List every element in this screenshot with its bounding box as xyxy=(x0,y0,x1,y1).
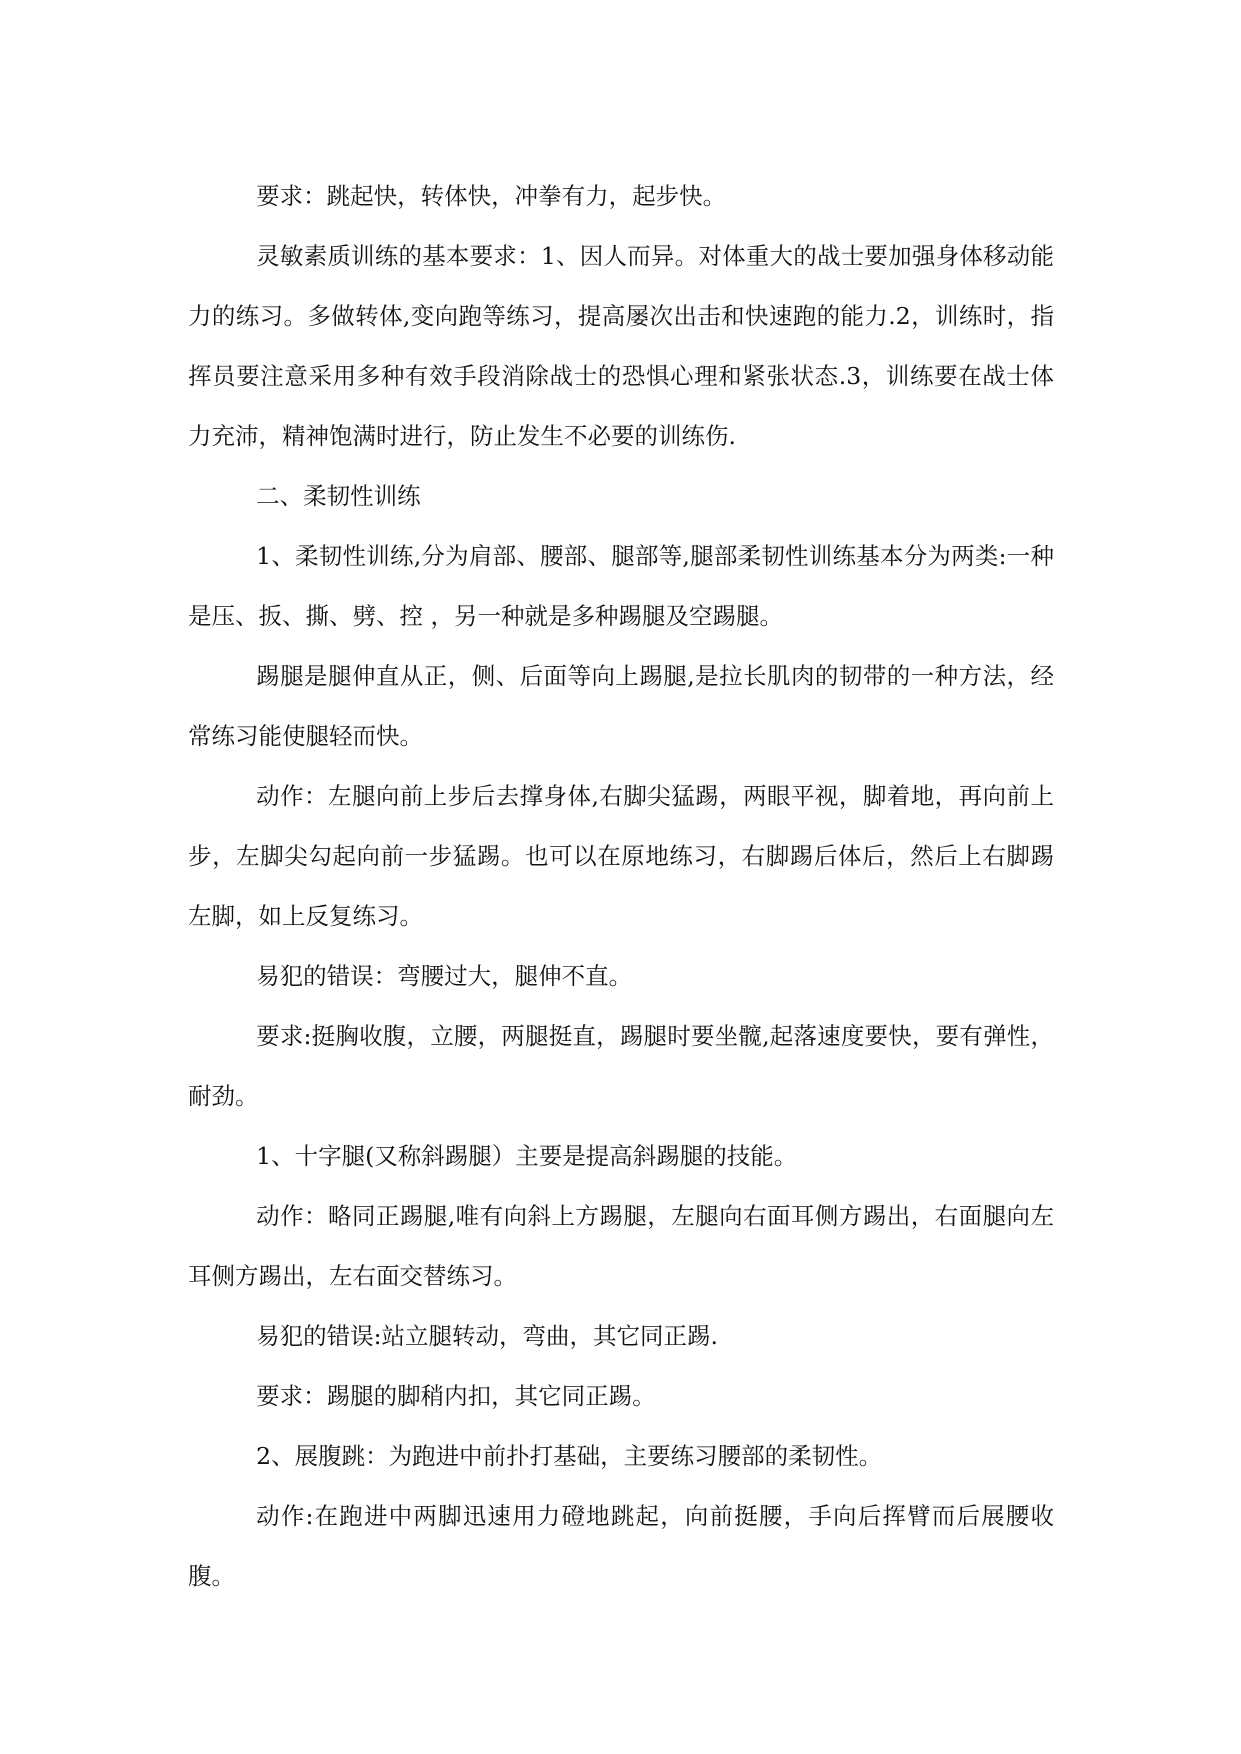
paragraph: 要求:挺胸收腹，立腰，两腿挺直，踢腿时要坐髋,起落速度要快，要有弹性，耐劲。 xyxy=(188,1022,1054,1110)
paragraph: 易犯的错误:站立腿转动，弯曲，其它同正踢. xyxy=(256,1322,719,1350)
paragraph: 动作：略同正踢腿,唯有向斜上方踢腿，左腿向右面耳侧方踢出，右面腿向左耳侧方踢出，左右面交替练习。 xyxy=(188,1202,1054,1290)
paragraph: 踢腿是腿伸直从正，侧、后面等向上踢腿,是拉长肌肉的韧带的一种方法，经常练习能使腿轻而快。 xyxy=(188,662,1054,750)
paragraph: 要求：跳起快，转体快，冲拳有力，起步快。 xyxy=(256,182,727,210)
paragraph: 易犯的错误：弯腰过大，腿伸不直。 xyxy=(256,962,633,990)
paragraph: 1、柔韧性训练,分为肩部、腰部、腿部等,腿部柔韧性训练基本分为两类:一种是压、扳、撕、劈、控 ，另一种就是多种踢腿及空踢腿。 xyxy=(188,542,1054,630)
paragraph: 1、十字腿(又称斜踢腿）主要是提高斜踢腿的技能。 xyxy=(256,1142,798,1170)
paragraph: 动作:在跑进中两脚迅速用力磴地跳起，向前挺腰，手向后挥臂而后展腰收腹。 xyxy=(188,1502,1054,1590)
document-body xyxy=(188,166,1054,1606)
section-heading: 二、柔韧性训练 xyxy=(256,482,421,510)
paragraph: 2、展腹跳：为跑进中前扑打基础，主要练习腰部的柔韧性。 xyxy=(256,1442,883,1470)
paragraph: 动作：左腿向前上步后去撑身体,右脚尖猛踢，两眼平视，脚着地，再向前上步，左脚尖勾起向前一步猛踢。也可以在原地练习，右脚踢后体后，然后上右脚踢左脚，如上反复练习。 xyxy=(188,782,1054,930)
paragraph: 灵敏素质训练的基本要求：1、因人而异。对体重大的战士要加强身体移动能力的练习。多做转体,变向跑等练习，提高屡次出击和快速跑的能力.2，训练时，指挥员要注意采用多种有效手段消除战士的恐惧心理和紧张状态.3，训练要在战士体力充沛，精神饱满时进行，防止发生不必要的训练伤. xyxy=(188,242,1054,450)
paragraph: 要求：踢腿的脚稍内扣，其它同正踢。 xyxy=(256,1382,656,1410)
